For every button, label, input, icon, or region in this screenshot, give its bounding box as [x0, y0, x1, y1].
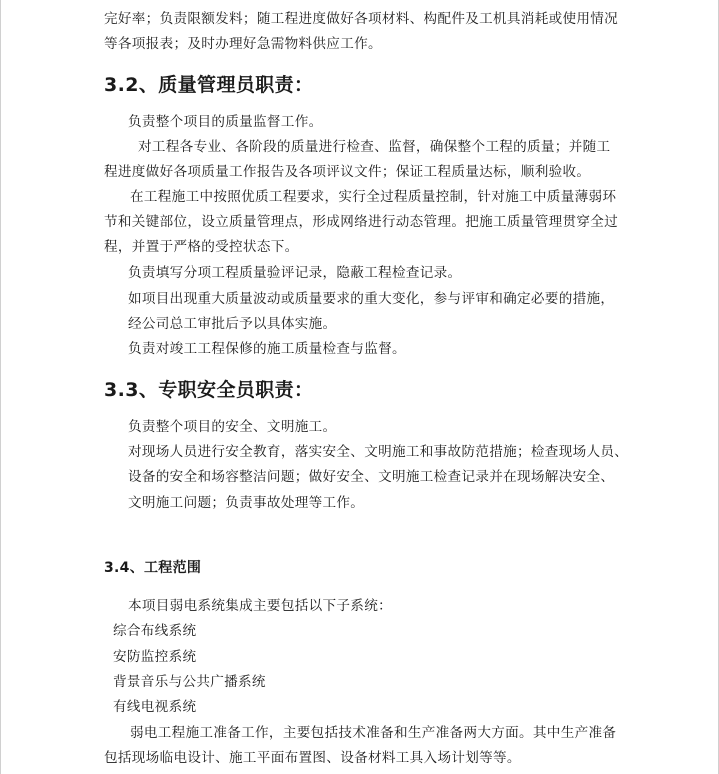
body-text-line: 负责整个项目的质量监督工作。 — [128, 114, 323, 130]
section-heading-3-2: 3.2、质量管理员职责： — [104, 74, 314, 96]
section-heading-3-4: 3.4、工程范围 — [104, 560, 202, 576]
body-text-line: 负责整个项目的安全、文明施工。 — [128, 419, 337, 435]
subsystem-list-item: 综合布线系统 — [113, 623, 197, 639]
subsystem-list-item: 有线电视系统 — [113, 699, 197, 715]
page-border-left — [0, 0, 1, 774]
body-text-line: 节和关键部位，设立质量管理点，形成网络进行动态管理。把施工质量管理贯穿全过 — [104, 214, 619, 230]
body-text-line: 程进度做好各项质量工作报告及各项评议文件；保证工程质量达标，顺利验收。 — [104, 164, 591, 180]
section-heading-3-3: 3.3、专职安全员职责： — [104, 379, 314, 401]
subsystem-list-item: 背景音乐与公共广播系统 — [113, 674, 266, 690]
body-text-line: 弱电工程施工准备工作，主要包括技术准备和生产准备两大方面。其中生产准备 — [130, 725, 617, 741]
body-text-line: 在工程施工中按照优质工程要求，实行全过程质量控制，针对施工中质量薄弱环 — [130, 189, 617, 205]
body-text-line: 完好率；负责限额发料；随工程进度做好各项材料、构配件及工机具消耗或使用情况 — [104, 11, 619, 27]
subsystem-list-item: 安防监控系统 — [113, 649, 197, 665]
body-text-line: 对现场人员进行安全教育，落实安全、文明施工和事故防范措施；检查现场人员、 — [128, 444, 629, 460]
body-text-line: 负责对竣工工程保修的施工质量检查与监督。 — [128, 341, 406, 357]
body-text-line: 程，并置于严格的受控状态下。 — [104, 239, 299, 255]
body-text-line: 如项目出现重大质量波动或质量要求的重大变化，参与评审和确定必要的措施， — [128, 291, 615, 307]
body-text-line: 本项目弱电系统集成主要包括以下子系统： — [128, 598, 392, 614]
body-text-line: 负责填写分项工程质量验评记录，隐蔽工程检查记录。 — [128, 265, 462, 281]
body-text-line: 经公司总工审批后予以具体实施。 — [128, 316, 337, 332]
body-text-line: 文明施工问题；负责事故处理等工作。 — [128, 495, 365, 511]
body-text-line: 等各项报表；及时办理好急需物料供应工作。 — [104, 36, 382, 52]
body-text-line: 包括现场临电设计、施工平面布置图、设备材料工具入场计划等等。 — [104, 750, 521, 766]
body-text-line: 设备的安全和场容整洁问题；做好安全、文明施工检查记录并在现场解决安全、 — [128, 469, 615, 485]
body-text-line: 对工程各专业、各阶段的质量进行检查、监督，确保整个工程的质量；并随工 — [138, 139, 611, 155]
